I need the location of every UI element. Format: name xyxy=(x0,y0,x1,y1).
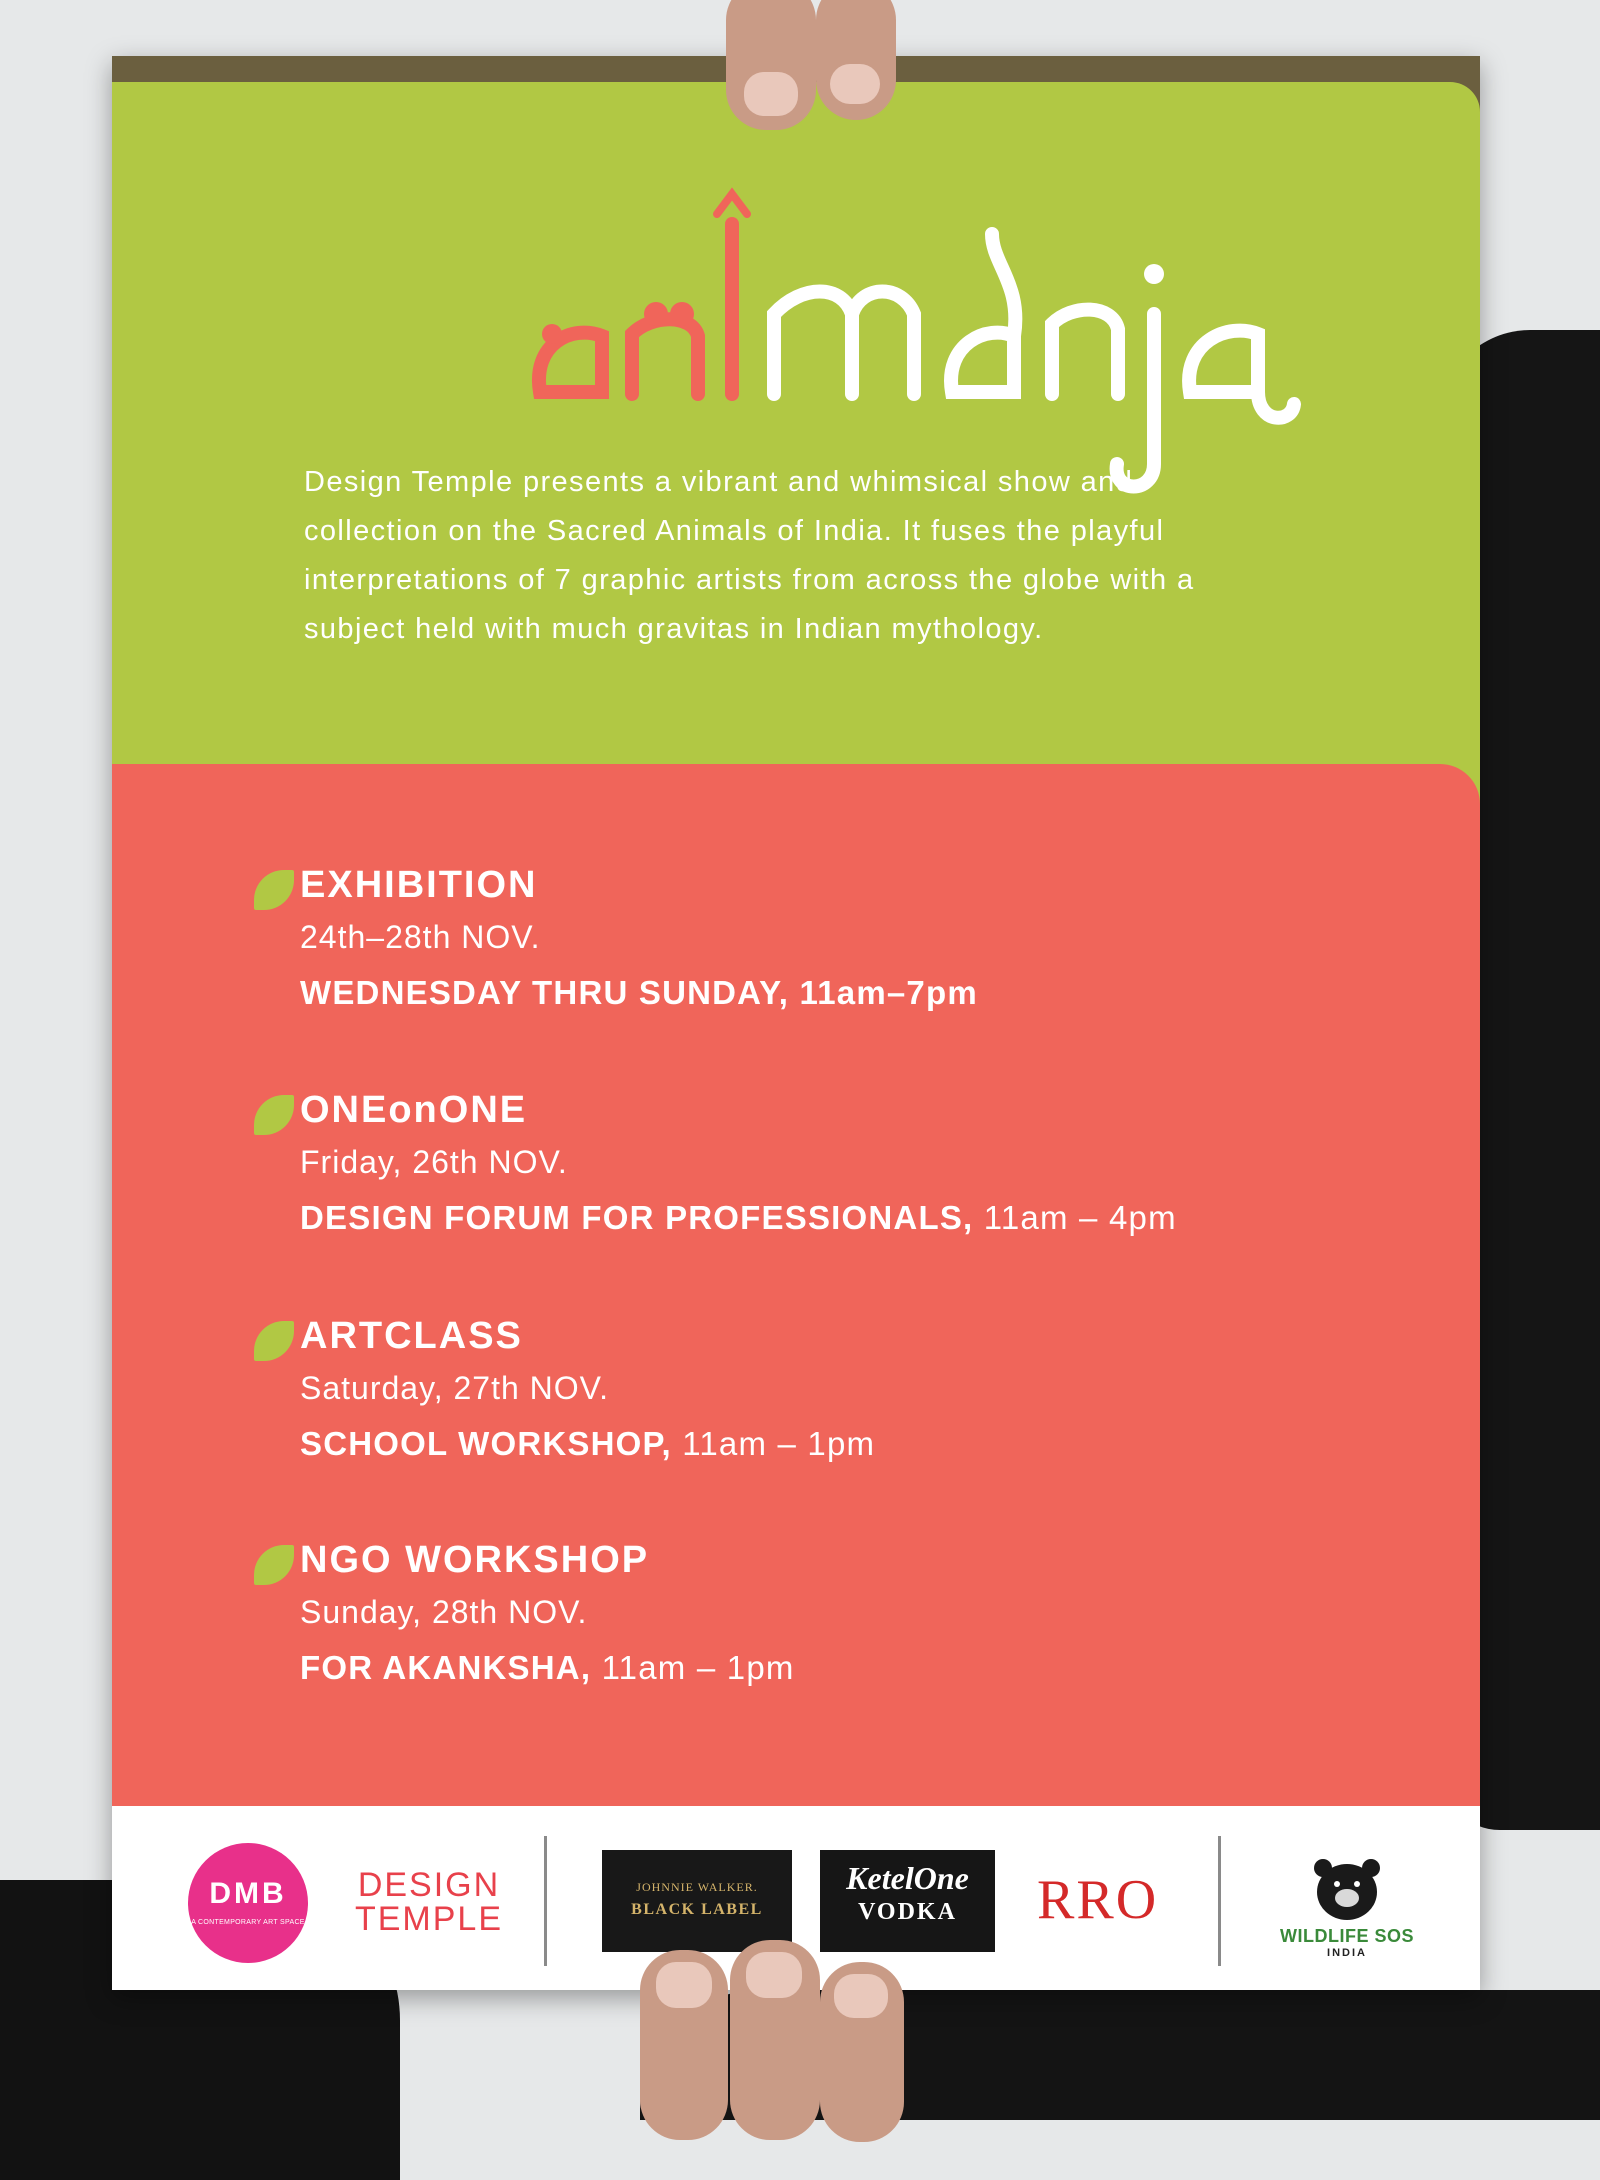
leaf-bullet-icon xyxy=(254,1545,294,1585)
event-ngo-workshop xyxy=(254,1539,1254,1699)
design-temple-logo-line2: TEMPLE xyxy=(354,1900,504,1938)
leaf-bullet-icon xyxy=(254,1095,294,1135)
event-detail-time: 11am – 4pm xyxy=(973,1199,1177,1236)
hand-finger-top xyxy=(816,0,896,120)
event-detail-time: 11am – 1pm xyxy=(591,1649,795,1686)
leaf-bullet-icon xyxy=(254,870,294,910)
hand-finger-top xyxy=(726,0,816,130)
wildlife-sos-name: WILDLIFE SOS xyxy=(1280,1926,1414,1946)
event-title: EXHIBITION xyxy=(300,864,538,906)
event-date: Friday, 26th NOV. xyxy=(300,1144,568,1180)
logo-divider xyxy=(1218,1836,1221,1966)
event-title: NGO WORKSHOP xyxy=(300,1539,650,1581)
dmb-logo-subtitle: A CONTEMPORARY ART SPACE xyxy=(191,1919,305,1926)
ketel-one-line1: KetelOne xyxy=(846,1860,969,1896)
johnnie-walker-line2: BLACK LABEL xyxy=(631,1901,763,1918)
event-oneonone xyxy=(254,1089,1254,1249)
johnnie-walker-logo xyxy=(602,1850,792,1952)
event-poster xyxy=(112,56,1480,1990)
event-exhibition xyxy=(254,864,1254,1024)
event-detail-bold: DESIGN FORUM FOR PROFESSIONALS, xyxy=(300,1199,974,1236)
design-temple-logo-line1: DESIGN xyxy=(357,1866,501,1904)
event-date: 24th–28th NOV. xyxy=(300,919,541,955)
leaf-bullet-icon xyxy=(254,1321,294,1361)
johnnie-walker-line1: JOHNNIE WALKER. xyxy=(636,1880,758,1894)
event-detail-bold: FOR AKANKSHA, xyxy=(300,1649,592,1686)
event-detail xyxy=(300,1425,875,1463)
event-detail-bold: WEDNESDAY THRU SUNDAY, 11am–7pm xyxy=(300,974,978,1011)
wildlife-sos-logo xyxy=(1262,1854,1432,1959)
hand-finger-bottom xyxy=(820,1962,904,2142)
hand-finger-bottom xyxy=(730,1940,820,2140)
rro-logo: RRO xyxy=(1037,1869,1159,1931)
event-artclass xyxy=(254,1315,1254,1475)
dmb-logo xyxy=(188,1843,308,1963)
intro-paragraph: Design Temple presents a vibrant and whimsical show and collection on the Sacred Animals of India. It fuses the playful interpretations of 7 graphic artists from across the globe with a subject held with much gravitas in Indian mythology. xyxy=(304,466,1195,645)
dmb-logo-mark: DMB xyxy=(209,1877,287,1910)
event-title: ARTCLASS xyxy=(300,1315,523,1357)
logo-divider xyxy=(544,1836,547,1966)
event-detail xyxy=(300,1649,795,1687)
event-date: Saturday, 27th NOV. xyxy=(300,1370,609,1406)
svg-text:.: . xyxy=(852,559,853,560)
event-date: Sunday, 28th NOV. xyxy=(300,1594,588,1630)
event-detail xyxy=(300,1199,1177,1237)
event-detail-time: 11am – 1pm xyxy=(671,1425,876,1462)
event-detail-bold: SCHOOL WORKSHOP, xyxy=(300,1425,672,1462)
wildlife-sos-country: INDIA xyxy=(1327,1947,1367,1959)
bear-icon xyxy=(1307,1854,1387,1924)
event-detail xyxy=(300,974,978,1012)
hand-finger-bottom xyxy=(640,1950,728,2140)
ketel-one-line2: VODKA xyxy=(858,1899,957,1925)
event-title: ONEonONE xyxy=(300,1089,528,1131)
design-temple-logo xyxy=(354,1868,504,1936)
ketel-one-logo xyxy=(820,1850,995,1952)
